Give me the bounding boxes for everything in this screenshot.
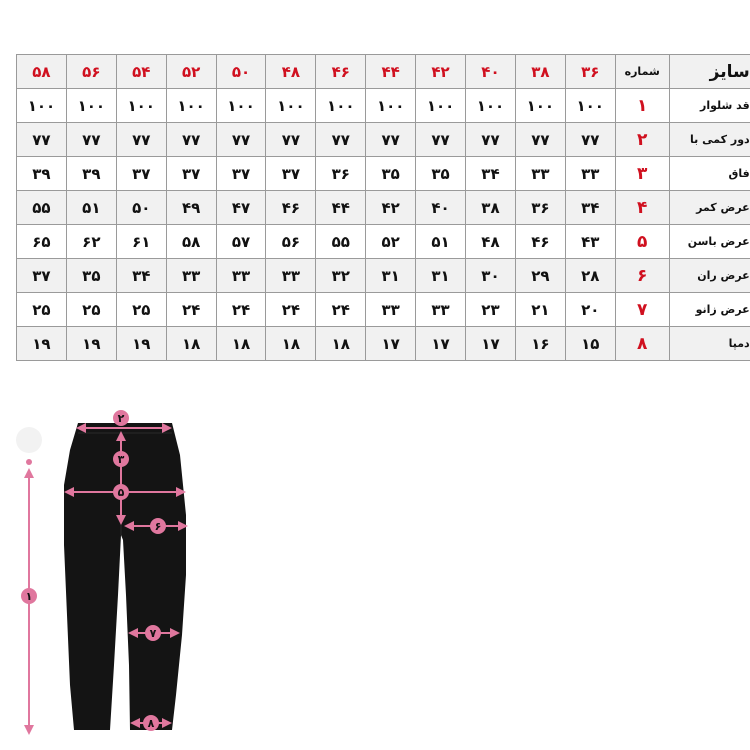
table-cell: ۲۸	[565, 259, 615, 293]
table-cell: ۲۰	[565, 293, 615, 327]
measurement-index: ۸	[615, 327, 669, 361]
table-cell: ۳۲	[316, 259, 366, 293]
table-cell: ۱۰۰	[565, 89, 615, 123]
table-cell: ۳۷	[166, 157, 216, 191]
table-cell: ۵۱	[416, 225, 466, 259]
size-column-header: ۳۶	[565, 55, 615, 89]
table-row	[17, 327, 750, 361]
table-cell: ۷۷	[266, 123, 316, 157]
svg-text:۲: ۲	[117, 412, 125, 425]
table-cell: ۳۳	[416, 293, 466, 327]
table-row	[17, 123, 750, 157]
measurement-label: دمپا	[669, 327, 750, 361]
measurement-index: ۶	[615, 259, 669, 293]
svg-text:۸: ۸	[147, 717, 155, 730]
decor-circle	[16, 427, 42, 453]
table-cell: ۱۰۰	[166, 89, 216, 123]
table-cell: ۳۳	[366, 293, 416, 327]
size-table	[16, 54, 750, 361]
size-column-header: ۵۰	[216, 55, 266, 89]
table-cell: ۱۰۰	[316, 89, 366, 123]
svg-text:۷: ۷	[149, 627, 157, 640]
marker-2	[113, 410, 129, 426]
table-row	[17, 157, 750, 191]
size-column-header: ۴۲	[416, 55, 466, 89]
table-cell: ۱۸	[266, 327, 316, 361]
size-column-header: ۴۶	[316, 55, 366, 89]
measurement-index: ۵	[615, 225, 669, 259]
table-cell: ۳۹	[17, 157, 67, 191]
table-cell: ۱۰۰	[466, 89, 516, 123]
table-cell: ۶۲	[66, 225, 116, 259]
table-cell: ۷۷	[565, 123, 615, 157]
table-cell: ۱۵	[565, 327, 615, 361]
table-cell: ۷۷	[17, 123, 67, 157]
table-cell: ۱۸	[316, 327, 366, 361]
table-cell: ۲۴	[166, 293, 216, 327]
table-cell: ۱۸	[216, 327, 266, 361]
table-cell: ۳۹	[66, 157, 116, 191]
table-row	[17, 191, 750, 225]
table-cell: ۳۳	[216, 259, 266, 293]
table-cell: ۳۷	[17, 259, 67, 293]
measurement-label: فاق	[669, 157, 750, 191]
table-cell: ۲۱	[515, 293, 565, 327]
table-cell: ۵۰	[116, 191, 166, 225]
table-cell: ۳۷	[116, 157, 166, 191]
table-cell: ۱۷	[366, 327, 416, 361]
measurement-label: دور کمی با	[669, 123, 750, 157]
table-cell: ۴۲	[366, 191, 416, 225]
table-cell: ۳۳	[565, 157, 615, 191]
table-cell: ۱۰۰	[366, 89, 416, 123]
measurement-index: ۳	[615, 157, 669, 191]
table-cell: ۷۷	[515, 123, 565, 157]
table-cell: ۲۹	[515, 259, 565, 293]
table-cell: ۳۷	[216, 157, 266, 191]
table-cell: ۳۵	[416, 157, 466, 191]
measurement-label: عرض باسن	[669, 225, 750, 259]
table-cell: ۷۷	[66, 123, 116, 157]
table-cell: ۱۰۰	[266, 89, 316, 123]
size-column-header: ۳۸	[515, 55, 565, 89]
marker-1	[21, 588, 37, 604]
measurement-index: ۴	[615, 191, 669, 225]
decor-dot	[26, 459, 32, 465]
table-cell: ۳۴	[116, 259, 166, 293]
table-cell: ۲۵	[17, 293, 67, 327]
measurement-label: عرض کمر	[669, 191, 750, 225]
table-cell: ۴۰	[416, 191, 466, 225]
table-cell: ۳۳	[166, 259, 216, 293]
table-cell: ۱۰۰	[17, 89, 67, 123]
table-cell: ۷۷	[216, 123, 266, 157]
table-cell: ۶۵	[17, 225, 67, 259]
table-cell: ۳۳	[266, 259, 316, 293]
measurement-label: عرض زانو	[669, 293, 750, 327]
table-cell: ۱۹	[17, 327, 67, 361]
table-cell: ۳۴	[466, 157, 516, 191]
table-cell: ۱۰۰	[515, 89, 565, 123]
table-cell: ۴۳	[565, 225, 615, 259]
table-row	[17, 293, 750, 327]
table-cell: ۴۷	[216, 191, 266, 225]
table-header-row	[17, 55, 750, 89]
table-cell: ۲۵	[66, 293, 116, 327]
table-cell: ۲۴	[316, 293, 366, 327]
size-column-header: ۵۴	[116, 55, 166, 89]
table-cell: ۱۶	[515, 327, 565, 361]
table-cell: ۳۵	[66, 259, 116, 293]
table-cell: ۳۰	[466, 259, 516, 293]
table-cell: ۱۹	[116, 327, 166, 361]
table-cell: ۴۶	[515, 225, 565, 259]
table-cell: ۷۷	[366, 123, 416, 157]
marker-7	[145, 625, 161, 641]
table-cell: ۵۶	[266, 225, 316, 259]
table-cell: ۵۲	[366, 225, 416, 259]
table-cell: ۲۴	[266, 293, 316, 327]
size-column-header: ۵۸	[17, 55, 67, 89]
table-cell: ۶۱	[116, 225, 166, 259]
table-cell: ۷۷	[166, 123, 216, 157]
marker-3	[113, 451, 129, 467]
table-cell: ۳۶	[515, 191, 565, 225]
table-cell: ۵۱	[66, 191, 116, 225]
table-row	[17, 89, 750, 123]
table-cell: ۴۹	[166, 191, 216, 225]
size-header: سایز	[669, 55, 750, 89]
table-cell: ۵۸	[166, 225, 216, 259]
table-cell: ۷۷	[416, 123, 466, 157]
table-cell: ۷۷	[316, 123, 366, 157]
table-cell: ۴۴	[316, 191, 366, 225]
table-cell: ۳۷	[266, 157, 316, 191]
table-cell: ۳۳	[515, 157, 565, 191]
marker-6	[150, 518, 166, 534]
table-cell: ۱۸	[166, 327, 216, 361]
table-cell: ۱۰۰	[116, 89, 166, 123]
table-cell: ۱۷	[466, 327, 516, 361]
table-cell: ۴۸	[466, 225, 516, 259]
size-column-header: ۵۶	[66, 55, 116, 89]
number-header: شماره	[615, 55, 669, 89]
table-cell: ۵۵	[17, 191, 67, 225]
measurement-index: ۱	[615, 89, 669, 123]
table-cell: ۳۴	[565, 191, 615, 225]
svg-text:۱: ۱	[25, 590, 33, 603]
measurement-diagram	[0, 395, 260, 750]
table-row	[17, 259, 750, 293]
table-cell: ۵۵	[316, 225, 366, 259]
svg-text:۶: ۶	[154, 520, 162, 533]
table-cell: ۳۱	[416, 259, 466, 293]
table-cell: ۳۱	[366, 259, 416, 293]
svg-text:۳: ۳	[117, 453, 125, 466]
size-column-header: ۵۲	[166, 55, 216, 89]
measurement-index: ۷	[615, 293, 669, 327]
size-column-header: ۴۴	[366, 55, 416, 89]
measurement-label: عرض ران	[669, 259, 750, 293]
table-cell: ۱۷	[416, 327, 466, 361]
size-column-header: ۴۸	[266, 55, 316, 89]
measurement-label: قد شلوار	[669, 89, 750, 123]
table-cell: ۱۰۰	[66, 89, 116, 123]
marker-5	[113, 484, 129, 500]
table-row	[17, 225, 750, 259]
measurement-index: ۲	[615, 123, 669, 157]
table-cell: ۷۷	[466, 123, 516, 157]
table-cell: ۲۵	[116, 293, 166, 327]
table-cell: ۱۰۰	[216, 89, 266, 123]
table-cell: ۷۷	[116, 123, 166, 157]
trousers-silhouette	[64, 423, 186, 730]
table-cell: ۱۹	[66, 327, 116, 361]
table-cell: ۲۳	[466, 293, 516, 327]
marker-8	[143, 715, 159, 731]
svg-text:۵: ۵	[117, 486, 125, 499]
table-cell: ۱۰۰	[416, 89, 466, 123]
table-cell: ۳۸	[466, 191, 516, 225]
table-cell: ۳۵	[366, 157, 416, 191]
table-cell: ۵۷	[216, 225, 266, 259]
table-cell: ۳۶	[316, 157, 366, 191]
size-column-header: ۴۰	[466, 55, 516, 89]
table-cell: ۲۴	[216, 293, 266, 327]
table-cell: ۴۶	[266, 191, 316, 225]
